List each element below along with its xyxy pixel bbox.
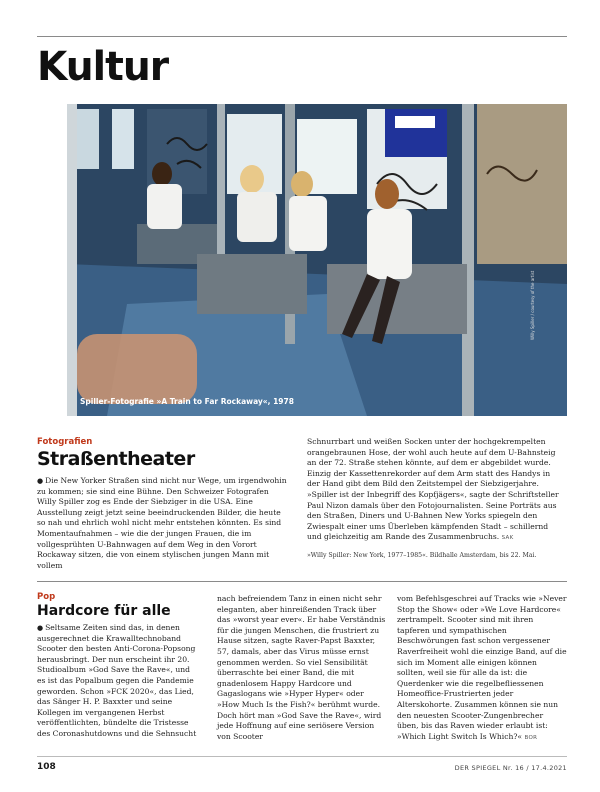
bullet-icon: ● bbox=[37, 477, 44, 485]
article2-signature: BOR bbox=[524, 734, 538, 741]
article1-column-2 bbox=[307, 437, 559, 544]
article1-column-1 bbox=[37, 476, 287, 571]
article2-col3-text: vom Befehlsgeschrei auf Tracks wie »Never Stop the Show« oder »We Love Hardcore« zertrampelt. Scooter sind mit ihren tapferen und sympathischen Beschwörungen fast schon vergessener Raverfreiheit wohl die einzige Band, auf die sich im Moment alle einigen können sollten, weil sie für alle da ist: die Querdenker wie die regelbefliessenen Homeoffice-Frustrierten jeder Alterskohorte. Zusammen können sie nun den neuesten Scooter-Zungenbrecher üben, bis das Raven wieder erlaubt ist: »Which Light Switch Is Which?« bbox=[397, 594, 567, 741]
article1-kicker: Fotografien bbox=[37, 437, 93, 447]
photo-credit: Willy Spiller / courtesy of the artist bbox=[530, 270, 535, 340]
section-title: Kultur bbox=[37, 44, 169, 90]
article2-kicker: Pop bbox=[37, 592, 56, 602]
article1-col2-text: Schnurrbart und weißen Socken unter der hochgekrempelten orangebraunen Hose, der wohl auch heute auf dem U-Bahnsteig an der 72. Straße stehen könnte, auf dem er abgebildet wurde. Einzig der Kassettenrekorder auf dem Arm statt des Handys in der Hand gibt dem Bild den Zeitstempel der Siebzigerjahre. »Spiller ist der Inbegriff des Kopfjägers«, sagte der Schriftsteller Paul Nizon damals über den Fotojournalisten. Seine Porträts aus den Straßen, Diners und U-Bahnen New Yorks spiegeln den Zwiespalt einer ums Überleben kämpfenden Stadt – schillernd und gleichzeitig am Rande des Zusammenbruchs. bbox=[307, 437, 559, 542]
article1-note: »Willy Spiller: New York, 1977–1985«. Bildhalle Amsterdam, bis 22. Mai. bbox=[307, 552, 537, 559]
article2-col1-text: Seltsame Zeiten sind das, in denen ausgerechnet die Krawalltechnoband Scooter den besten Anti-Corona-Popsong herausbringt. Der nun erscheint ihr 20. Studioalbum »God Save the Rave«, und es ist das Popalbum gegen die Pandemie geworden. Schon »FCK 2020«, das Lied, das Sänger H. P. Baxxter und seine Kollegen im vergangenen Herbst veröffentlichten, bündelte die Tristesse des Coronashutdowns und die Sehnsucht bbox=[37, 623, 197, 738]
article1-col1-text: Die New Yorker Straßen sind nicht nur Wege, um irgendwohin zu kommen; sie sind eine Bühne. Den Schweizer Fotografen Willy Spiller zog es Ende der Siebziger in die USA. Eine Ausstellung zeigt jetzt seine beeindruckenden Bilder, die heute so nah und ehrlich wohl nicht mehr entstehen könnten. Es sind Momentaufnahmen – wie die der jungen Frauen, die im vollgesprühten U-Bahnwagen auf dem Weg in den Vorort Rockaway sitzen, die von einem stylischen jungen Mann mit vollem bbox=[37, 476, 287, 570]
mid-rule bbox=[37, 581, 567, 582]
photo-caption: Spiller-Fotografie »A Train to Far Rockaway«, 1978 bbox=[80, 397, 294, 406]
top-rule bbox=[37, 36, 567, 37]
article2-column-1 bbox=[37, 623, 197, 740]
article2-col2-text: nach befreiendem Tanz in einen nicht sehr eleganten, aber hinreißenden Track über das »worst year ever«. Er habe Verständnis für die jungen Menschen, die frustriert zu Hause sitzen, sagte Raver-Papst Baxxter, 57, damals, aber das Virus müsse ernst genommen werden. So viel Sensibilität überraschte bei einer Band, die mit gnadenlosem Happy Hardcore und Gagaslogans wie »Hyper Hyper« oder »How Much Is the Fish?« berühmt wurde. Doch hört man »God Save the Rave«, wird jede Hoffnung auf eine seriösere Version von Scooter bbox=[217, 594, 386, 741]
subway-photo-illustration bbox=[67, 104, 567, 416]
article1-signature: SAK bbox=[501, 535, 514, 542]
article1-headline: Straßentheater bbox=[37, 448, 195, 470]
article2-column-2 bbox=[217, 594, 387, 742]
article2-column-3 bbox=[397, 594, 567, 743]
bottom-rule bbox=[37, 756, 567, 757]
subway-photo bbox=[67, 104, 567, 416]
magazine-issue: DER SPIEGEL Nr. 16 / 17.4.2021 bbox=[454, 764, 567, 772]
article2-headline: Hardcore für alle bbox=[37, 603, 171, 619]
bullet-icon: ● bbox=[37, 624, 44, 632]
page-number: 108 bbox=[37, 762, 56, 772]
